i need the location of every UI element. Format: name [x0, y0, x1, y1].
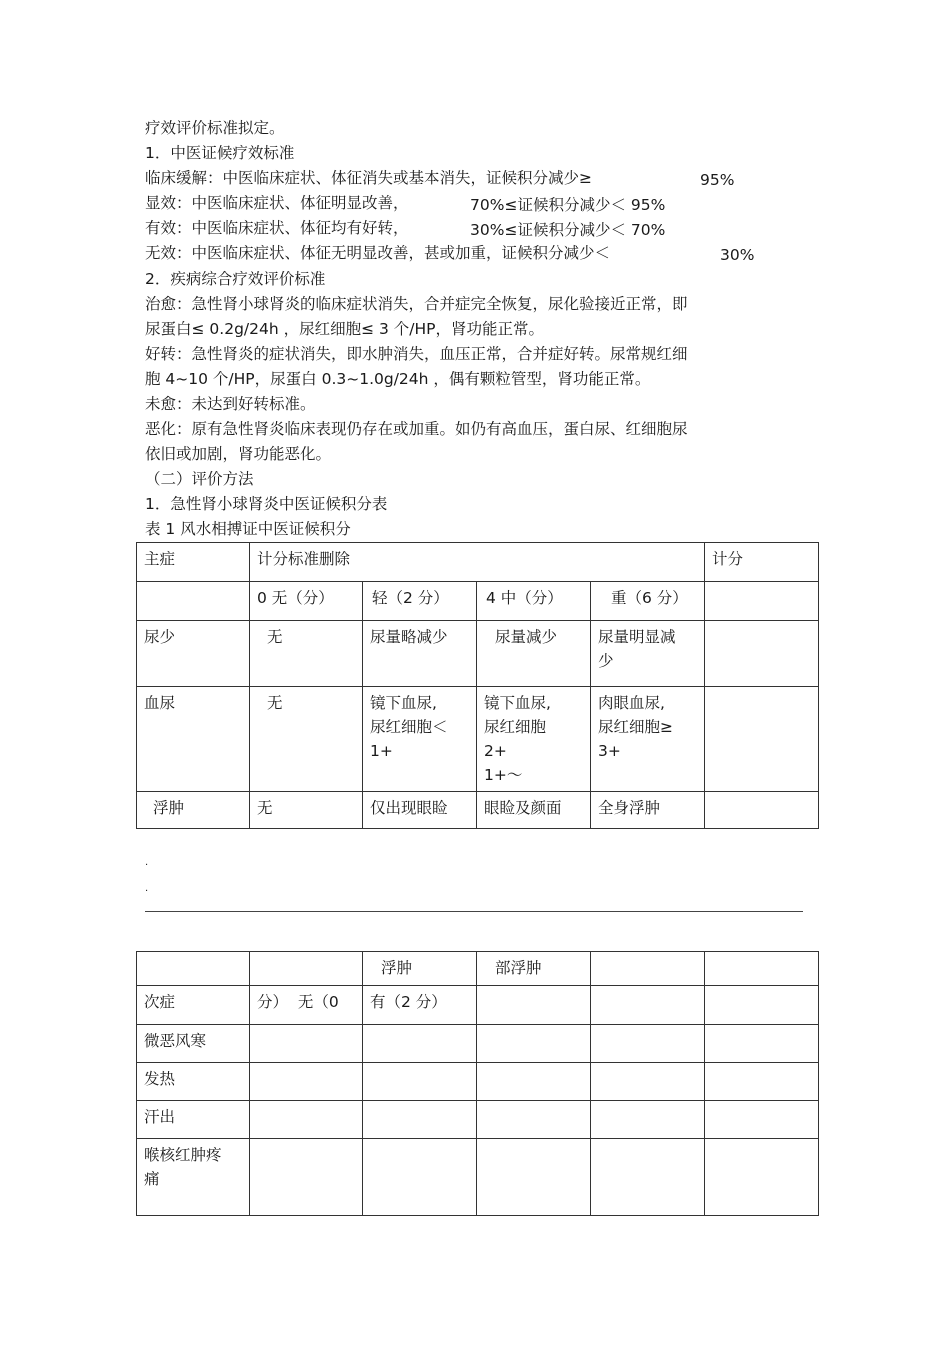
- criteria-ineffective: 无效：中医临床症状、体征无明显改善，甚或加重，证候积分减少＜: [145, 244, 611, 262]
- secondary-grade-present: 有（2 分）: [363, 986, 477, 1025]
- hematuria-none: 无: [250, 687, 363, 792]
- cell: [250, 1139, 363, 1216]
- score-table-main: [136, 542, 819, 829]
- cont-partial-edema-fragment: 部浮肿: [477, 952, 591, 986]
- cell: [591, 1101, 705, 1139]
- cell: [363, 1063, 477, 1101]
- para-line-1: 疗效评价标准拟定。: [145, 119, 285, 137]
- cont-empty-cell: [137, 952, 250, 986]
- grade-none: 0 无（分）: [250, 582, 363, 621]
- section-heading-method: （二）评价方法: [145, 470, 254, 488]
- cell: [363, 1139, 477, 1216]
- edema-severe: 全身浮肿: [591, 792, 705, 829]
- heading-score-table: 1．急性肾小球肾炎中医证候积分表: [145, 495, 388, 513]
- grade-score-cell: [705, 582, 819, 621]
- cont-empty-cell: [250, 952, 363, 986]
- header-scoring-standard: 计分标准删除: [250, 543, 705, 582]
- cell: [591, 1025, 705, 1063]
- oliguria-moderate: 尿量减少: [477, 621, 591, 687]
- symptom-oliguria: 尿少: [137, 621, 250, 687]
- symptom-aversion-to-wind: 微恶风寒: [137, 1025, 250, 1063]
- edema-score: [705, 792, 819, 829]
- oliguria-none: 无: [250, 621, 363, 687]
- edema-none: 无: [250, 792, 363, 829]
- cell: [705, 1025, 819, 1063]
- symptom-edema: 浮肿: [137, 792, 250, 829]
- hematuria-score: [705, 687, 819, 792]
- heading-disease-efficacy: 2．疾病综合疗效评价标准: [145, 270, 326, 288]
- cell: [250, 1101, 363, 1139]
- symptom-hematuria: 血尿: [137, 687, 250, 792]
- cont-edema-fragment: 浮肿: [363, 952, 477, 986]
- criteria-ineffective-pct: 30%: [720, 246, 755, 264]
- oliguria-mild: 尿量略减少: [363, 621, 477, 687]
- criteria-marked: 显效：中医临床症状、体征明显改善，: [145, 194, 409, 212]
- criteria-marked-range: 70%≤证候积分减少＜ 95%: [470, 196, 666, 214]
- symptom-fever: 发热: [137, 1063, 250, 1101]
- cure-line-1: 治愈：急性肾小球肾炎的临床症状消失，合并症完全恢复，尿化验接近正常，即: [145, 295, 688, 313]
- worsen-line-2: 依旧或加剧，肾功能恶化。: [145, 445, 332, 463]
- grade-empty-cell: [137, 582, 250, 621]
- cell: [363, 1101, 477, 1139]
- grade-severe: 重（6 分）: [591, 582, 705, 621]
- cell: [477, 1139, 591, 1216]
- improve-line-1: 好转：急性肾炎的症状消失，即水肿消失，血压正常，合并症好转。尿常规红细: [145, 345, 688, 363]
- oliguria-severe: 尿量明显减 少: [591, 621, 705, 687]
- cell: [363, 1025, 477, 1063]
- uncured-line: 未愈：未达到好转标准。: [145, 395, 316, 413]
- criteria-remission-pct: 95%: [700, 171, 735, 189]
- improve-line-2: 胞 4~10 个/HP，尿蛋白 0.3~1.0g/24h ，偶有颗粒管型，肾功能正常。: [145, 370, 651, 388]
- table-caption: 表 1 风水相搏证中医证候积分: [145, 520, 351, 538]
- cell: [591, 1139, 705, 1216]
- criteria-effective-range: 30%≤证候积分减少＜ 70%: [470, 221, 666, 239]
- cell: [250, 1025, 363, 1063]
- cont-empty-cell: [705, 952, 819, 986]
- score-table-continued: [136, 951, 819, 1216]
- grade-moderate: 4 中（分）: [477, 582, 591, 621]
- edema-moderate: 眼睑及颜面: [477, 792, 591, 829]
- secondary-empty-cell: [591, 986, 705, 1025]
- grade-mild: 轻（2 分）: [363, 582, 477, 621]
- hematuria-mild: 镜下血尿, 尿红细胞＜ 1+: [363, 687, 477, 792]
- cell: [250, 1063, 363, 1101]
- cont-empty-cell: [591, 952, 705, 986]
- page-divider: [145, 911, 803, 912]
- hematuria-moderate: 镜下血尿, 尿红细胞 2+ 1+～: [477, 687, 591, 792]
- cell: [477, 1025, 591, 1063]
- secondary-empty-cell: [705, 986, 819, 1025]
- worsen-line-1: 恶化：原有急性肾炎临床表现仍存在或加重。如仍有高血压，蛋白尿、红细胞尿: [145, 420, 688, 438]
- edema-mild: 仅出现眼睑: [363, 792, 477, 829]
- hematuria-severe: 肉眼血尿, 尿红细胞≥ 3+: [591, 687, 705, 792]
- heading-tcm-efficacy: 1．中医证候疗效标准: [145, 144, 295, 162]
- oliguria-score: [705, 621, 819, 687]
- symptom-sore-throat: 喉核红肿疼 痛: [137, 1139, 250, 1216]
- symptom-sweating: 汗出: [137, 1101, 250, 1139]
- cell: [591, 1063, 705, 1101]
- secondary-empty-cell: [477, 986, 591, 1025]
- secondary-grade-none: 分） 无（0: [250, 986, 363, 1025]
- page-dot-1: .: [145, 857, 149, 868]
- criteria-effective: 有效：中医临床症状、体征均有好转，: [145, 219, 409, 237]
- header-score: 计分: [705, 543, 819, 582]
- cure-line-2: 尿蛋白≤ 0.2g/24h ，尿红细胞≤ 3 个/HP，肾功能正常。: [145, 320, 545, 338]
- cell: [477, 1063, 591, 1101]
- criteria-remission: 临床缓解：中医临床症状、体征消失或基本消失，证候积分减少≥: [145, 169, 592, 187]
- header-secondary-symptom: 次症: [137, 986, 250, 1025]
- page-dot-2: .: [145, 883, 149, 894]
- cell: [477, 1101, 591, 1139]
- cell: [705, 1063, 819, 1101]
- cell: [705, 1139, 819, 1216]
- cell: [705, 1101, 819, 1139]
- header-main-symptom: 主症: [137, 543, 250, 582]
